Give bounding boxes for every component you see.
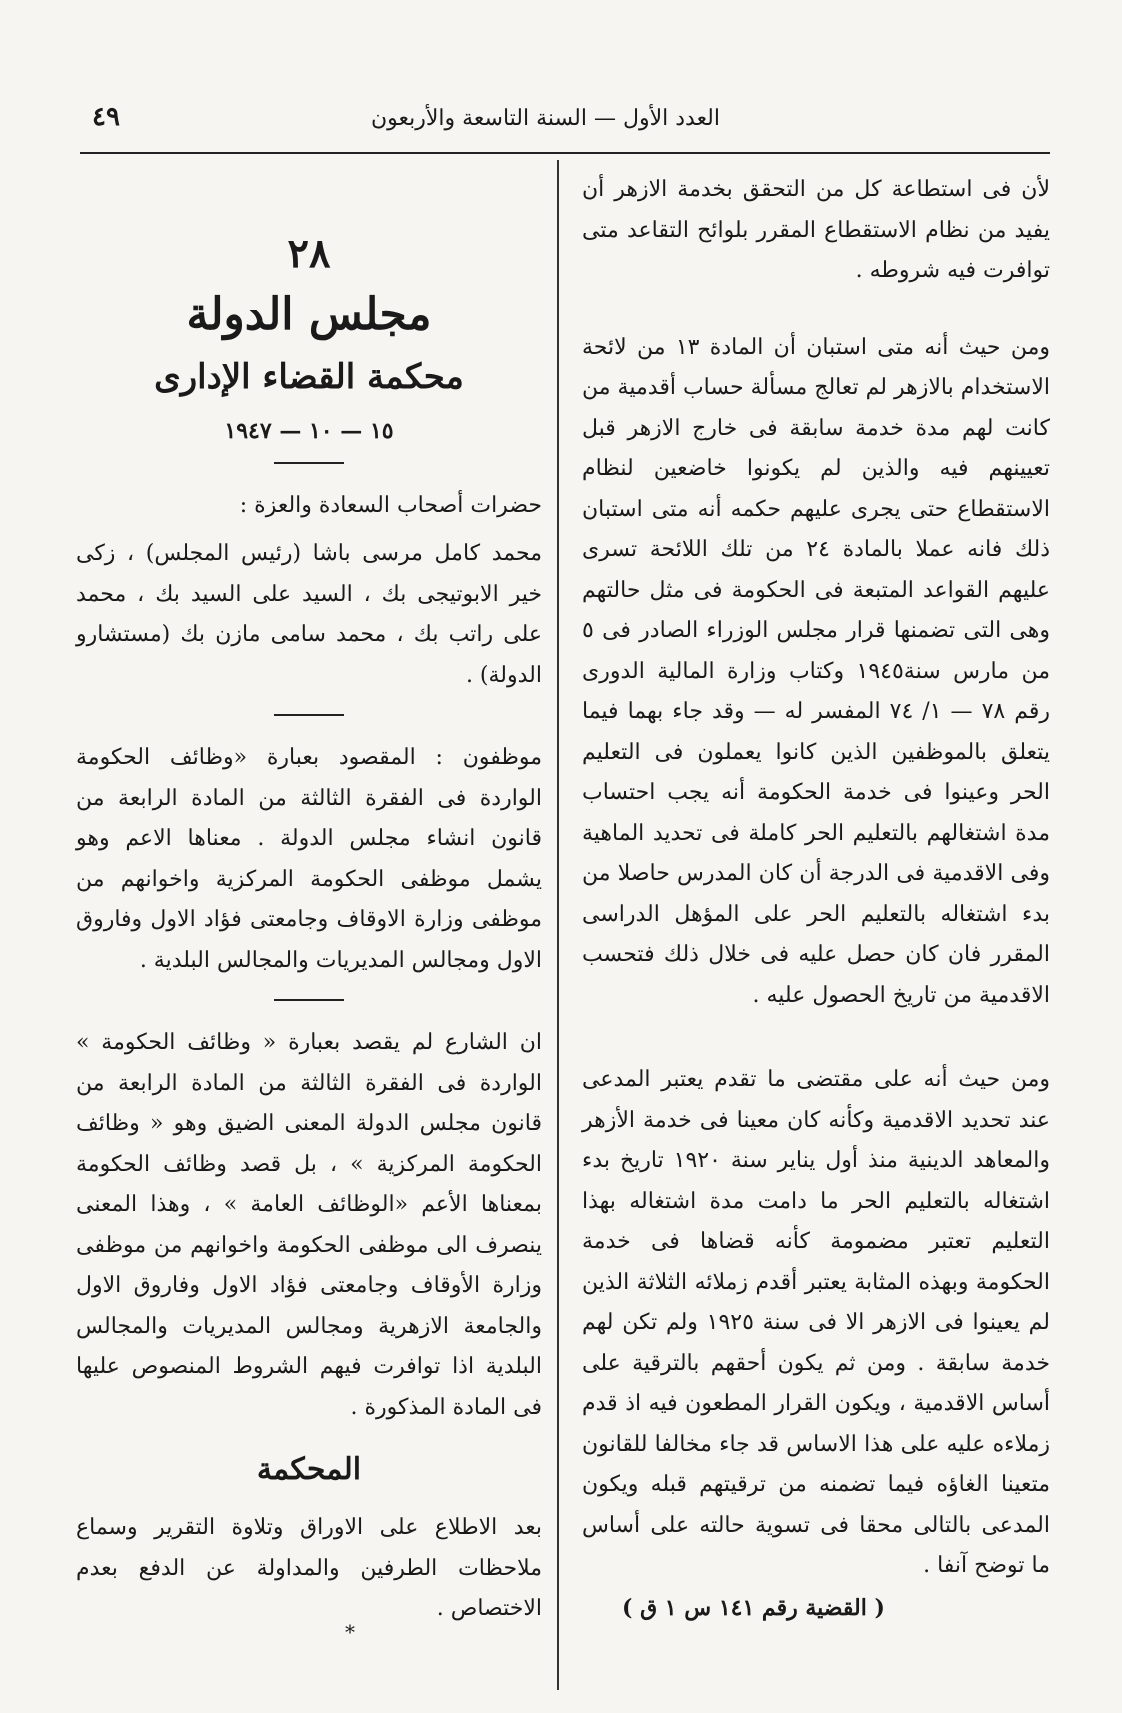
court-division: محكمة القضاء الإدارى bbox=[154, 357, 464, 397]
page-header bbox=[80, 102, 1050, 154]
running-title: العدد الأول — السنة التاسعة والأربعون bbox=[370, 106, 720, 131]
court-name: مجلس الدولة bbox=[186, 289, 432, 340]
paragraph: ومن حيث أنه متى استبان أن المادة ١٣ من لائحة الاستخدام بالازهر لم تعالج مسألة حساب أقدمية من كانت لهم مدة خدمة سابقة فى خارج الازهر قبل تعيينهم فيه والذين لم يكونوا خاضعين لنظام الاستقطاع حتى يجرى عليهم حكمه أنه متى استبان ذلك فانه عملا بالمادة ٢٤ من تلك اللائحة تسرى عليهم القواعد المتبعة فى الحكومة فى مثل حالتهم وهى التى تضمنها قرار مجلس الوزراء الصادر فى ٥ من مارس سنة١٩٤٥ وكتاب وزارة المالية الدورى رقم ٧٨ — ١/ ٧٤ المفسر له — وقد جاء بهما فيما يتعلق بالموظفين الذين كانوا يعملون فى التعليم الحر وعينوا فى خدمة الحكومة أنه يجب احتساب مدة اشتغالهم بالتعليم الحر كاملة فى تحديد الماهية وفى الاقدمية فى الدرجة أن كان المدرس حاصلا من بدء اشتغاله بالتعليم الحر على المؤهل الدراسى المقرر فان كان حصل عليه فى خلال ذلك فتحسب الاقدمية من تاريخ الحصول عليه . bbox=[582, 334, 1051, 1008]
paragraph: لأن فى استطاعة كل من التحقق بخدمة الازهر أن يفيد من نظام الاستقطاع المقرر بلوائح التقاعد متى توافرت فيه شروطه . bbox=[582, 177, 1050, 283]
judges-heading: حضرات أصحاب السعادة والعزة : bbox=[239, 493, 542, 518]
paragraph: بعد الاطلاع على الاوراق وتلاوة التقرير وسماع ملاحظات الطرفين والمداولة عن الدفع بعدم الاختصاص . bbox=[76, 1515, 542, 1621]
column-divider bbox=[557, 160, 559, 1690]
headnote: ان الشارع لم يقصد بعبارة « وظائف الحكومة » الواردة فى الفقرة الثالثة من المادة الرابعة من قانون مجلس الدولة المعنى الضيق وهو « وظائف الحكومة المركزية » ، بل قصد وظائف الحكومة بمعناها الأعم «الوظائف العامة » ، وهذا المعنى ينصرف الى موظفى الحكومة واخوانهم من موظفى وزارة الأوقاف وجامعتى فؤاد الاول وفاروق الاول والجامعة الازهرية ومجالس المديريات والمجالس البلدية اذا توافرت فيهم الشروط المنصوص عليها فى المادة المذكورة . bbox=[76, 1030, 542, 1420]
page-number: ٤٩ bbox=[92, 102, 120, 132]
separator-rule bbox=[274, 714, 344, 716]
separator-rule bbox=[274, 999, 344, 1001]
section-heading: المحكمة bbox=[256, 1452, 362, 1487]
right-column bbox=[582, 170, 1050, 1621]
judges-list: محمد كامل مرسى باشا (رئيس المجلس) ، زكى خير الابوتيجى بك ، السيد على السيد بك ، محمد على راتب بك ، محمد سامى مازن بك (مستشارو الدولة) . bbox=[76, 541, 542, 688]
paragraph: ومن حيث أنه على مقتضى ما تقدم يعتبر المدعى عند تحديد الاقدمية وكأنه كان معينا فى خدمة الأزهر والمعاهد الدينية منذ أول يناير سنة ١٩٢٠ تاريخ بدء اشتغاله بالتعليم الحر ما دامت مدة اشتغاله بهذا التعليم تعتبر مضمومة كأنه قضاها فى خدمة الحكومة وبهذه المثابة يعتبر أقدم زملائه الثلاثة الذين لم يعينوا فى الازهر الا فى سنة ١٩٢٥ ولم تكن لهم خدمة سابقة . ومن ثم يكون أحقهم بالترقية على أساس الاقدمية ، ويكون القرار المطعون فيه اذ قدم زملاءه عليه على هذا الاساس قد جاء مخالفا للقانون متعينا الغاؤه فيما تضمنه من ترقيتهم قبله ويكون المدعى بالتالى محقا فى تسوية حالته على أساس ما توضح آنفا . bbox=[582, 1067, 1050, 1578]
case-number: ٢٨ bbox=[287, 230, 331, 277]
footer-mark: * bbox=[345, 1620, 355, 1644]
judgment-date: ١٥ — ١٠ — ١٩٤٧ bbox=[224, 418, 394, 444]
left-column bbox=[76, 170, 542, 1630]
separator-rule bbox=[274, 462, 344, 464]
case-citation: ( القضية رقم ١٤١ س ١ ق ) bbox=[622, 1594, 885, 1621]
headnote: موظفون : المقصود بعبارة «وظائف الحكومة الواردة فى الفقرة الثالثة من المادة الرابعة من قانون انشاء مجلس الدولة . معناها الاعم وهو يشمل موظفى الحكومة المركزية واخوانهم من موظفى وزارة الاوقاف وجامعتى فؤاد الاول وفاروق الاول ومجالس المديريات والمجالس البلدية . bbox=[76, 745, 542, 973]
